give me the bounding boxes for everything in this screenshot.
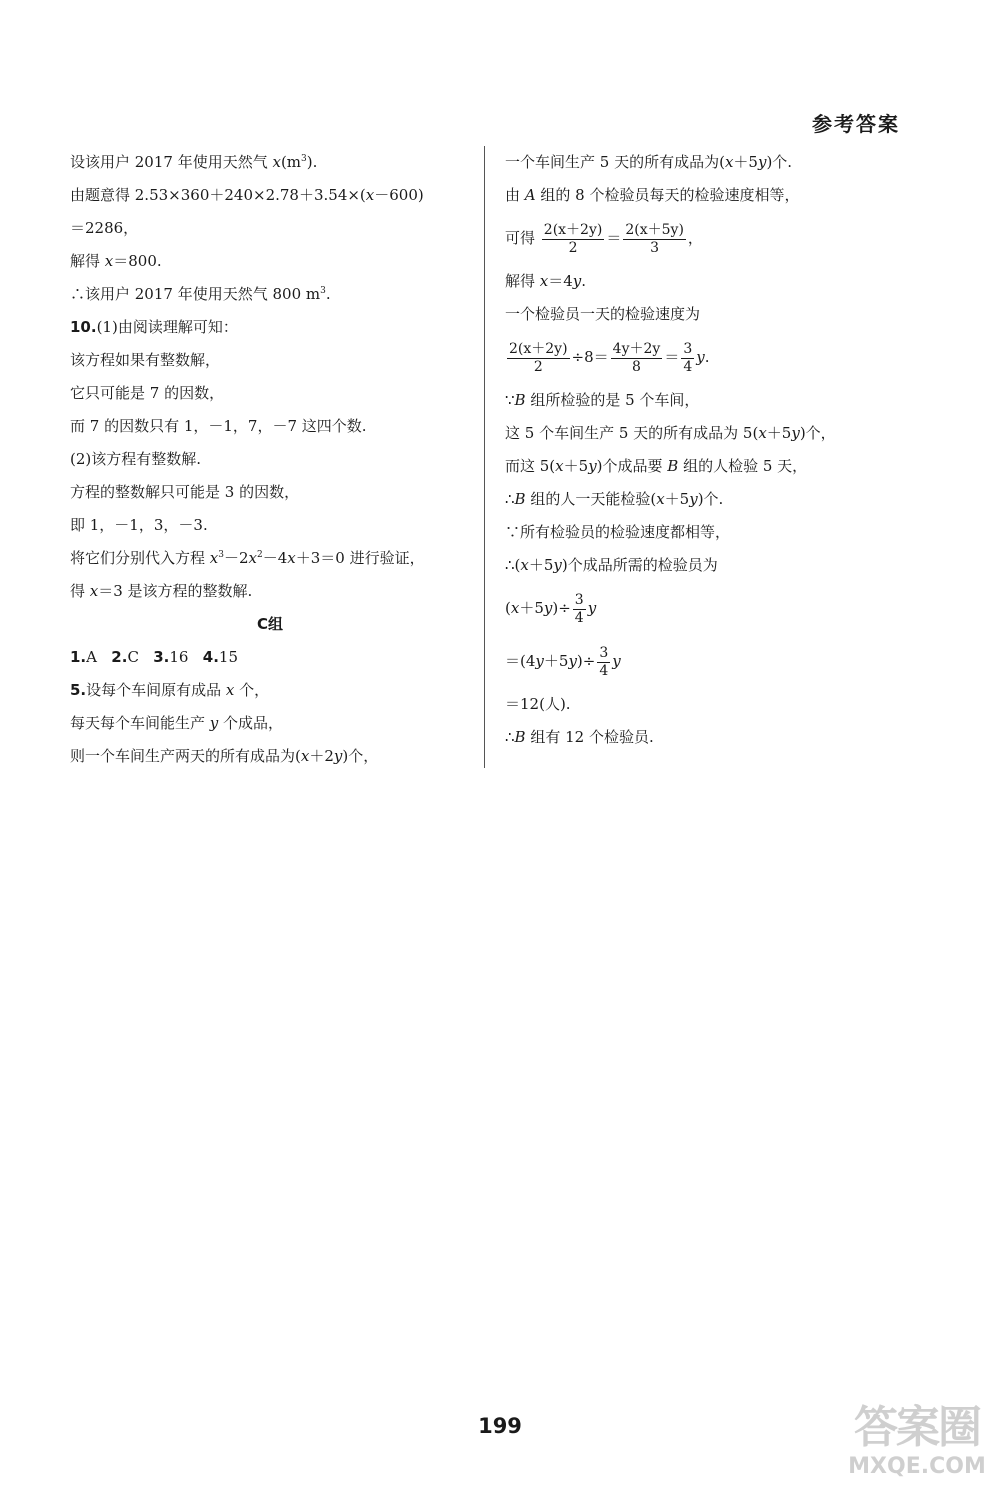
text-line: 而 7 的因数只有 1，－1，7，－7 这四个数. xyxy=(70,417,367,435)
answer-row: 1.A 2.C 3.16 4.15 xyxy=(70,648,239,666)
text-line: 设该用户 2017 年使用天然气 $x(m^3)$. xyxy=(70,153,318,171)
text-line: (2)该方程有整数解. xyxy=(70,450,202,468)
left-column xyxy=(70,146,470,773)
watermark-main-text: 答案圈 xyxy=(854,1402,980,1453)
text-line: 方程的整数解只可能是 3 的因数， xyxy=(70,483,300,501)
text-line: 由题意得 2.53×360＋240×2.78＋3.54×(x－600) xyxy=(70,186,424,204)
fraction: $\frac{3}{4}$ xyxy=(574,592,584,626)
text-line: 即 1，－1，3，－3. xyxy=(70,516,208,534)
text-line: ＝12(人). xyxy=(505,695,571,713)
equation-line: $\frac{2(x+2y)}{2}$ ÷8＝ $\frac{4y+2y}{8}$ ＝ $\frac{3}{4}$ y. xyxy=(509,341,710,375)
text-line: ∵所有检验员的检验速度都相等， xyxy=(505,523,731,541)
text-line: ∴B 组的人一天能检验(x＋5y)个. xyxy=(505,490,724,508)
fraction: $\frac{2(x+5y)}{3}$ xyxy=(625,222,684,256)
text-line: ∴该用户 2017 年使用天然气 800 $m^3$. xyxy=(70,285,331,303)
equation-line: 可得 $\frac{2(x+2y)}{2}$ ＝ $\frac{2(x+5y)}{3}$ ， xyxy=(505,222,703,256)
text-line: 一个检验员一天的检验速度为 xyxy=(505,305,701,323)
column-divider xyxy=(484,146,485,768)
watermark-logo xyxy=(842,1403,992,1493)
fraction: $\frac{3}{4}$ xyxy=(683,341,693,375)
text-line: 每天每个车间能生产 y 个成品， xyxy=(70,714,284,732)
fraction: $\frac{4y+2y}{8}$ xyxy=(612,341,661,375)
equation-line: (x＋5y)÷ $\frac{3}{4}$ y xyxy=(505,592,597,626)
text-line: 该方程如果有整数解， xyxy=(70,351,221,369)
text-line: 这 5 个车间生产 5 天的所有成品为 5(x＋5y)个， xyxy=(505,424,836,442)
fraction: $\frac{2(x+2y)}{2}$ xyxy=(509,341,568,375)
right-column xyxy=(505,146,915,754)
watermark-url: MXQE.COM xyxy=(848,1454,986,1479)
text-line: ＝2286， xyxy=(70,219,139,237)
text-line: 将它们分别代入方程 $x^3-2x^2-4x+3=0$ 进行验证， xyxy=(70,549,425,567)
page-number: 199 xyxy=(478,1414,522,1438)
text-line: 它只可能是 7 的因数， xyxy=(70,384,225,402)
text-line: 一个车间生产 5 天的所有成品为(x＋5y)个. xyxy=(505,153,793,171)
fraction: $\frac{2(x+2y)}{2}$ xyxy=(543,222,603,256)
text-line: 解得 x＝4y. xyxy=(505,272,587,290)
text-line: 由 A 组的 8 个检验员每天的检验速度相等， xyxy=(505,186,800,204)
text-line: ∴B 组有 12 个检验员. xyxy=(505,728,654,746)
text-line: 而这 5(x＋5y)个成品要 B 组的人检验 5 天， xyxy=(505,457,808,475)
text-line: ∴(x＋5y)个成品所需的检验员为 xyxy=(505,556,718,574)
question-5: 5.设每个车间原有成品 x 个， xyxy=(70,681,270,699)
fraction: $\frac{3}{4}$ xyxy=(599,645,609,679)
text-line: 得 x＝3 是该方程的整数解. xyxy=(70,582,253,600)
text-line: ∵B 组所检验的是 5 个车间， xyxy=(505,391,700,409)
section-heading: C组 xyxy=(256,615,283,633)
text-line: 则一个车间生产两天的所有成品为(x＋2y)个， xyxy=(70,747,379,765)
equation-line: ＝(4y＋5y)÷ $\frac{3}{4}$ y xyxy=(505,645,621,679)
page-header: 参考答案 xyxy=(812,112,900,136)
question-10: 10.(1)由阅读理解可知： xyxy=(70,318,238,336)
text-line: 解得 x＝800. xyxy=(70,252,162,270)
